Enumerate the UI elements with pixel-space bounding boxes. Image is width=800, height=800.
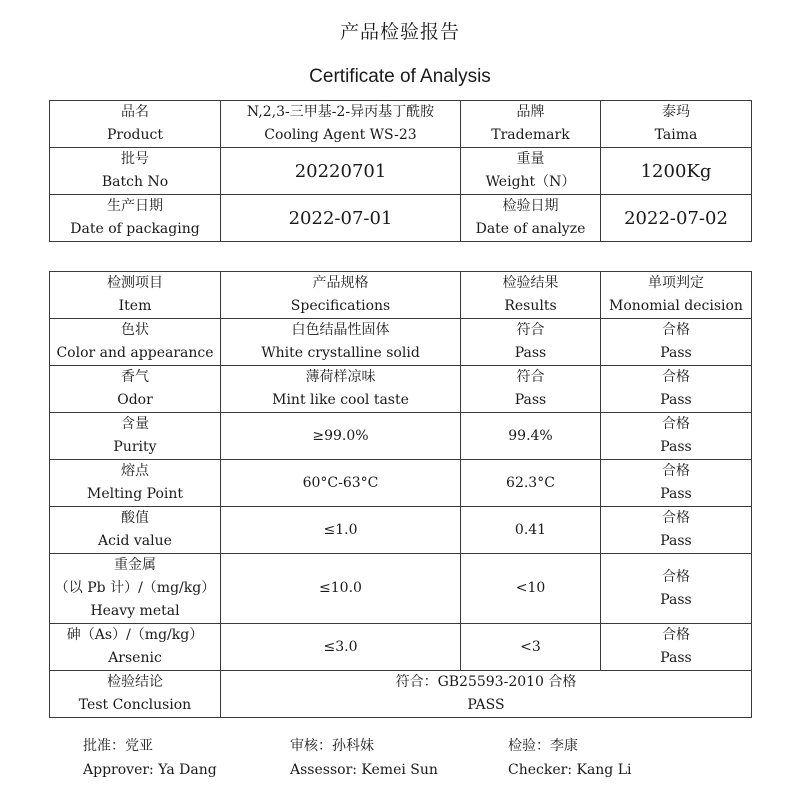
test-results-table bbox=[49, 271, 752, 718]
acid-value-decision-line-1: 合格 bbox=[662, 510, 690, 526]
purity-decision-line-1: 合格 bbox=[662, 416, 690, 432]
melting-point-result-line-1: 62.3°C bbox=[506, 474, 555, 491]
melting-point-spec-line-1: 60°C-63°C bbox=[302, 474, 379, 491]
arsenic-result-cell bbox=[461, 624, 601, 671]
arsenic-spec-cell bbox=[221, 624, 461, 671]
header-item-line-1: 检测项目 bbox=[107, 275, 163, 291]
conclusion-label-cell bbox=[50, 671, 221, 718]
odor-item-line-2: Odor bbox=[117, 392, 153, 408]
product-label-cn: 品名 bbox=[121, 104, 149, 120]
melting-point-spec-cell bbox=[221, 460, 461, 507]
header-results-line-2: Results bbox=[504, 298, 557, 314]
odor-item-line-1: 香气 bbox=[121, 369, 149, 385]
info-row-product bbox=[50, 101, 752, 148]
color-result-line-1: 符合 bbox=[516, 322, 545, 338]
purity-item-line-1: 含量 bbox=[121, 416, 149, 432]
trademark-value-cell bbox=[601, 101, 752, 148]
header-results-cell bbox=[461, 272, 601, 319]
arsenic-spec-line-1: ≤3.0 bbox=[323, 638, 358, 655]
color-item-line-1: 色状 bbox=[121, 322, 149, 338]
color-spec-line-1: 白色结晶性固体 bbox=[291, 322, 390, 338]
test-row-melting-point bbox=[50, 460, 752, 507]
acid-value-result-cell bbox=[461, 507, 601, 554]
arsenic-decision-line-2: Pass bbox=[660, 650, 692, 666]
heavy-metal-decision-line-2: Pass bbox=[660, 591, 692, 608]
odor-decision-cell bbox=[601, 366, 752, 413]
weight-label-en: Weight（N） bbox=[485, 174, 576, 190]
conclusion-value-line-2: PASS bbox=[467, 697, 505, 713]
info-row-batch bbox=[50, 148, 752, 195]
arsenic-item-line-2: Arsenic bbox=[108, 650, 162, 666]
heavy-metal-item-cell bbox=[50, 554, 221, 624]
header-results-line-1: 检验结果 bbox=[502, 275, 559, 291]
weight-value: 1200Kg bbox=[601, 148, 752, 195]
test-row-heavy-metal bbox=[50, 554, 752, 624]
header-item-cell bbox=[50, 272, 221, 319]
purity-item-line-2: Purity bbox=[113, 439, 157, 455]
melting-point-decision-line-1: 合格 bbox=[662, 463, 690, 479]
test-row-arsenic bbox=[50, 624, 752, 671]
test-date-value: 2022-07-02 bbox=[601, 195, 752, 242]
header-decision-cell bbox=[601, 272, 752, 319]
header-decision-line-2: Monomial decision bbox=[609, 298, 743, 314]
melting-point-item-line-1: 熔点 bbox=[121, 463, 149, 479]
checker-en: Checker: Kang Li bbox=[508, 762, 632, 778]
trademark-value-cn: 泰玛 bbox=[662, 104, 690, 120]
approver-cn: 批准：党亚 bbox=[83, 738, 153, 754]
heavy-metal-spec-line-1: ≤10.0 bbox=[319, 580, 362, 596]
approver-signature bbox=[83, 734, 217, 782]
heavy-metal-decision-line-1: 合格 bbox=[662, 568, 690, 585]
product-value-cn: N,2,3-三甲基-2-异丙基丁酰胺 bbox=[246, 104, 435, 120]
product-info-table bbox=[49, 100, 752, 242]
test-row-color bbox=[50, 319, 752, 366]
acid-value-decision-cell bbox=[601, 507, 752, 554]
heavy-metal-decision-cell bbox=[601, 554, 752, 624]
batch-label-en: Batch No bbox=[101, 174, 169, 190]
prod-date-label-en: Date of packaging bbox=[70, 221, 200, 237]
odor-spec-cell bbox=[221, 366, 461, 413]
batch-label-cell bbox=[50, 148, 221, 195]
test-row-purity bbox=[50, 413, 752, 460]
assessor-en: Assessor: Kemei Sun bbox=[290, 762, 438, 778]
melting-point-decision-cell bbox=[601, 460, 752, 507]
prod-date-label-cell bbox=[50, 195, 221, 242]
odor-spec-line-1: 薄荷样凉味 bbox=[305, 369, 376, 385]
odor-result-line-2: Pass bbox=[514, 392, 547, 408]
purity-result-line-1: 99.4% bbox=[508, 427, 553, 444]
conclusion-value-cell bbox=[221, 671, 752, 718]
melting-point-decision-line-2: Pass bbox=[660, 486, 692, 502]
color-spec-cell bbox=[221, 319, 461, 366]
test-conclusion-row bbox=[50, 671, 752, 718]
odor-item-cell bbox=[50, 366, 221, 413]
product-value-cell bbox=[221, 101, 461, 148]
batch-value: 20220701 bbox=[221, 148, 461, 195]
heavy-metal-item-line-3: Heavy metal bbox=[90, 603, 180, 619]
odor-result-cell bbox=[461, 366, 601, 413]
conclusion-label-line-1: 检验结论 bbox=[107, 674, 163, 690]
test-date-label-en: Date of analyze bbox=[475, 221, 586, 237]
purity-result-cell bbox=[461, 413, 601, 460]
trademark-label-cn: 品牌 bbox=[516, 104, 545, 120]
tests-header-row bbox=[50, 272, 752, 319]
weight-label-cell bbox=[461, 148, 601, 195]
acid-value-spec-line-1: ≤1.0 bbox=[323, 521, 358, 538]
purity-decision-line-2: Pass bbox=[660, 439, 692, 455]
test-results-body bbox=[50, 272, 752, 718]
color-decision-cell bbox=[601, 319, 752, 366]
heavy-metal-item-line-1: 重金属 bbox=[114, 557, 156, 573]
test-row-acid-value bbox=[50, 507, 752, 554]
melting-point-item-line-2: Melting Point bbox=[86, 486, 184, 502]
melting-point-item-cell bbox=[50, 460, 221, 507]
approver-en: Approver: Ya Dang bbox=[83, 762, 217, 778]
arsenic-result-line-1: <3 bbox=[520, 638, 541, 655]
heavy-metal-result-cell bbox=[461, 554, 601, 624]
color-spec-line-2: White crystalline solid bbox=[261, 345, 420, 361]
header-specifications-cell bbox=[221, 272, 461, 319]
acid-value-decision-line-2: Pass bbox=[660, 533, 692, 549]
product-label-cell bbox=[50, 101, 221, 148]
header-decision-line-1: 单项判定 bbox=[648, 275, 704, 291]
odor-result-line-1: 符合 bbox=[516, 369, 545, 385]
prod-date-label-cn: 生产日期 bbox=[107, 198, 163, 214]
test-date-label-cell bbox=[461, 195, 601, 242]
trademark-label-en: Trademark bbox=[491, 127, 570, 143]
checker-cn: 检验：李康 bbox=[508, 738, 578, 754]
checker-signature bbox=[508, 734, 632, 782]
arsenic-decision-cell bbox=[601, 624, 752, 671]
prod-date-value: 2022-07-01 bbox=[221, 195, 461, 242]
acid-value-result-line-1: 0.41 bbox=[514, 521, 547, 538]
heavy-metal-spec-cell bbox=[221, 554, 461, 624]
arsenic-item-cell bbox=[50, 624, 221, 671]
color-decision-line-1: 合格 bbox=[662, 322, 690, 338]
trademark-label-cell bbox=[461, 101, 601, 148]
header-specifications-line-1: 产品规格 bbox=[312, 275, 369, 291]
batch-label-cn: 批号 bbox=[121, 151, 149, 167]
heavy-metal-item-line-2: （以 Pb 计）/（mg/kg） bbox=[54, 580, 216, 596]
color-item-line-2: Color and appearance bbox=[56, 345, 214, 361]
trademark-value-en: Taima bbox=[654, 127, 698, 143]
arsenic-decision-line-1: 合格 bbox=[662, 627, 690, 643]
odor-decision-line-2: Pass bbox=[660, 392, 692, 408]
odor-spec-line-2: Mint like cool taste bbox=[272, 392, 409, 408]
assessor-signature bbox=[290, 734, 438, 782]
assessor-cn: 审核：孙科妹 bbox=[290, 738, 374, 754]
color-result-line-2: Pass bbox=[514, 345, 547, 361]
conclusion-label-line-2: Test Conclusion bbox=[78, 697, 192, 713]
purity-decision-cell bbox=[601, 413, 752, 460]
product-value-en: Cooling Agent WS-23 bbox=[264, 127, 417, 143]
test-row-odor bbox=[50, 366, 752, 413]
title-chinese: 产品检验报告 bbox=[339, 21, 460, 43]
header-specifications-line-2: Specifications bbox=[290, 298, 391, 314]
arsenic-item-line-1: 砷（As）/（mg/kg） bbox=[66, 627, 204, 643]
purity-spec-line-1: ≥99.0% bbox=[312, 427, 369, 444]
acid-value-item-line-1: 酸值 bbox=[121, 510, 149, 526]
purity-spec-cell bbox=[221, 413, 461, 460]
color-result-cell bbox=[461, 319, 601, 366]
test-date-label-cn: 检验日期 bbox=[502, 198, 559, 214]
acid-value-item-cell bbox=[50, 507, 221, 554]
info-row-dates bbox=[50, 195, 752, 242]
purity-item-cell bbox=[50, 413, 221, 460]
weight-label-cn: 重量 bbox=[516, 151, 545, 167]
heavy-metal-result-line-1: <10 bbox=[515, 580, 546, 596]
melting-point-result-cell bbox=[461, 460, 601, 507]
color-item-cell bbox=[50, 319, 221, 366]
odor-decision-line-1: 合格 bbox=[662, 369, 690, 385]
color-decision-line-2: Pass bbox=[660, 345, 692, 361]
conclusion-value-line-1: 符合：GB25593-2010 合格 bbox=[395, 674, 577, 690]
acid-value-item-line-2: Acid value bbox=[98, 533, 172, 549]
product-label-en: Product bbox=[107, 127, 163, 143]
title-english: Certificate of Analysis bbox=[309, 66, 491, 87]
acid-value-spec-cell bbox=[221, 507, 461, 554]
header-item-line-2: Item bbox=[118, 298, 152, 314]
